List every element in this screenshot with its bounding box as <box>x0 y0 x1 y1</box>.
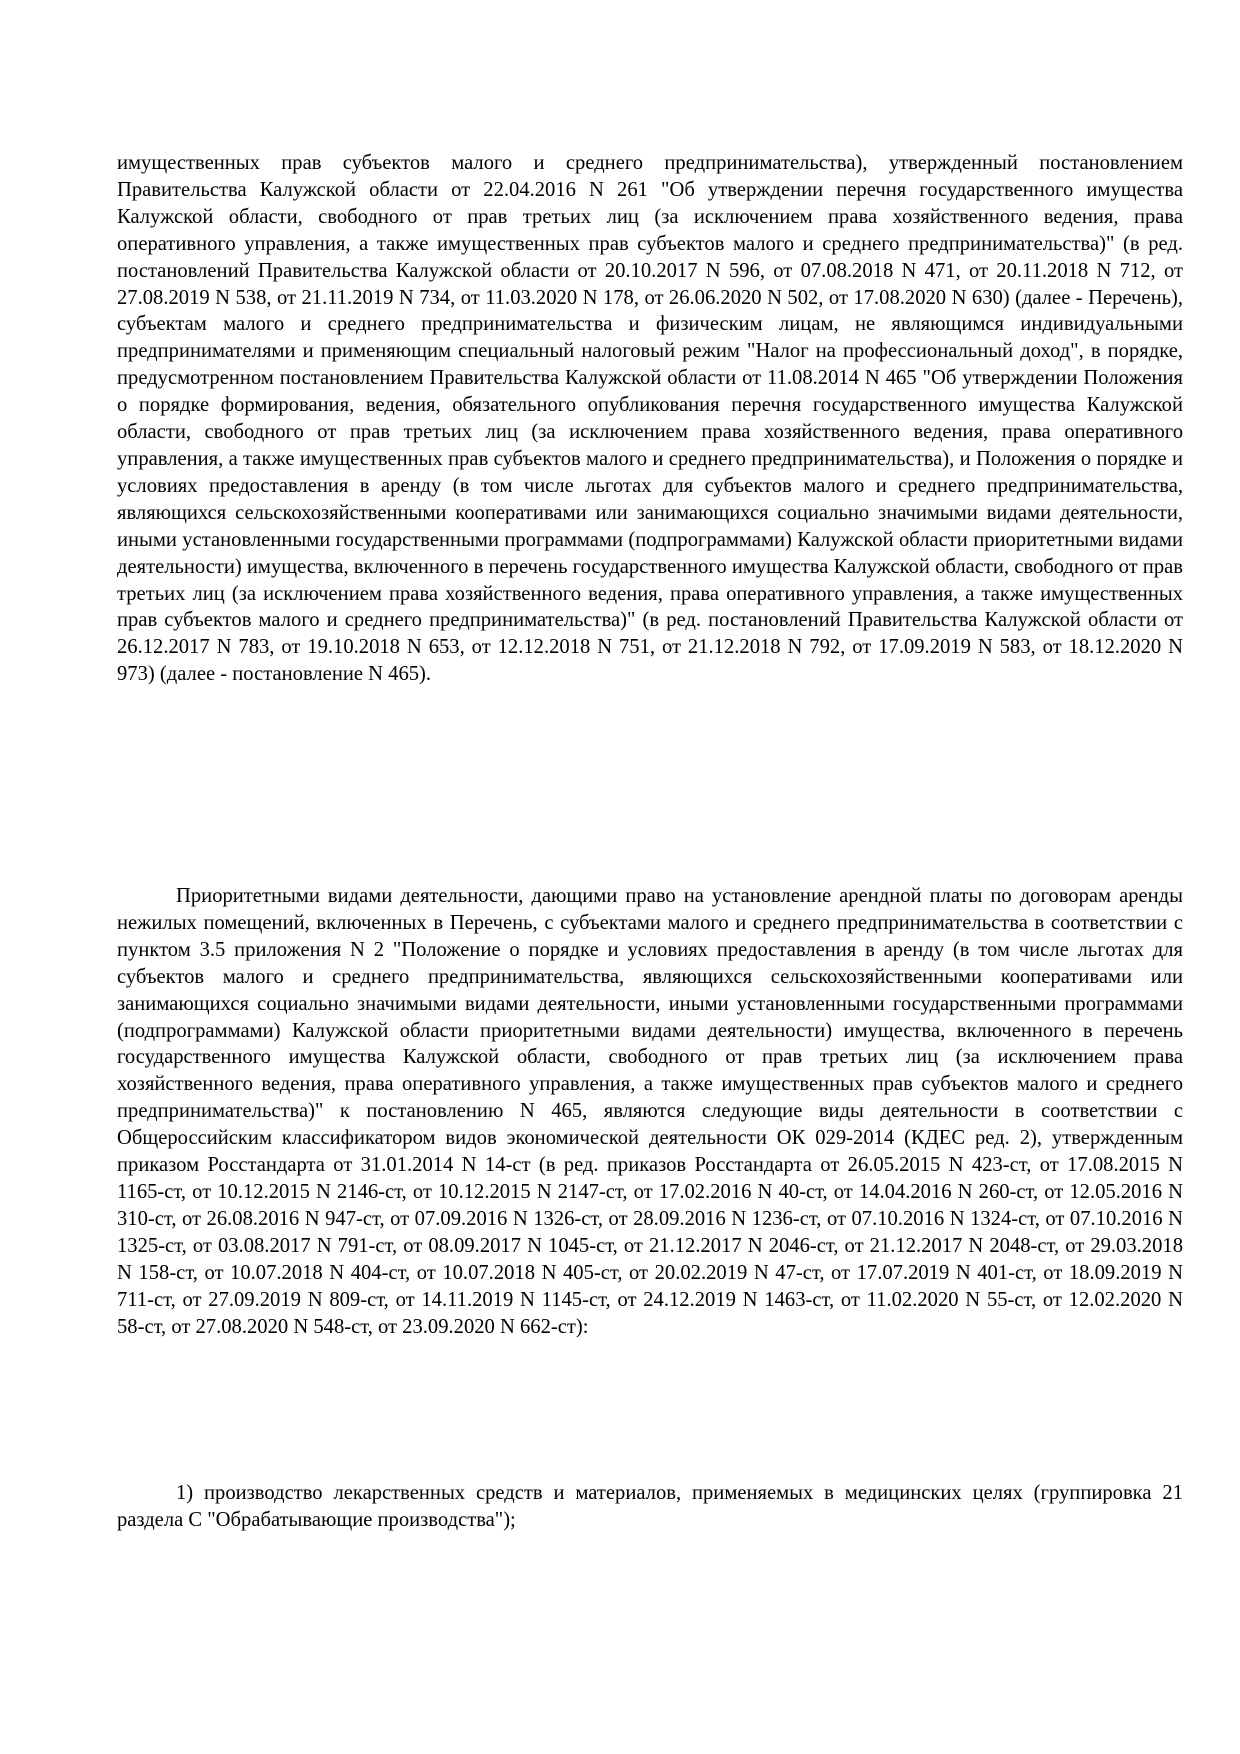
priority-activities-paragraph <box>117 883 1183 1340</box>
list-item-text: 1) производство лекарственных средств и материалов, применяемых в медицинских целях (группировка 21 раздела C "Обрабатывающие производства"); <box>117 1482 1183 1531</box>
continuation-paragraph <box>117 150 1183 688</box>
list-item-1 <box>117 1480 1183 1534</box>
paragraph-text: имущественных прав субъектов малого и среднего предпринимательства), утвержденный постановлением Правительства Калужской области от 22.04.2016 N 261 "Об утверждении перечня государственного имущества Калужской области, свободного от прав третьих лиц (за исключением права хозяйственного ведения, права оперативного управления, а также имущественных прав субъектов малого и среднего предпринимательства)" (в ред. постановлений Правительства Калужской области от 20.10.2017 N 596, от 07.08.2018 N 471, от 20.11.2018 N 712, от 27.08.2019 N 538, от 21.11.2019 N 734, от 11.03.2020 N 178, от 26.06.2020 N 502, от 17.08.2020 N 630) (далее - Перечень), субъектам малого и среднего предпринимательства и физическим лицам, не являющимся индивидуальными предпринимателями и применяющим специальный налоговый режим "Налог на профессиональный доход", в порядке, предусмотренном постановлением Правительства Калужской области от 11.08.2014 N 465 "Об утверждении Положения о порядке формирования, ведения, обязательного опубликования перечня государственного имущества Калужской области, свободного от прав третьих лиц (за исключением права хозяйственного ведения, права оперативного управления, а также имущественных прав субъектов малого и среднего предпринимательства), и Положения о порядке и условиях предоставления в аренду (в том числе льготах для субъектов малого и среднего предпринимательства, являющихся сельскохозяйственными кооперативами или занимающихся социально значимыми видами деятельности, иными установленными государственными программами (подпрограммами) Калужской области приоритетными видами деятельности) имущества, включенного в перечень государственного имущества Калужской области, свободного от прав третьих лиц (за исключением права хозяйственного ведения, права оперативного управления, а также имущественных прав субъектов малого и среднего предпринимательства)" (в ред. постановлений Правительства Калужской области от 26.12.2017 N 783, от 19.10.2018 N 653, от 12.12.2018 N 751, от 21.12.2018 N 792, от 17.09.2019 N 583, от 18.12.2020 N 973) (далее - постановление N 465). <box>117 152 1183 686</box>
paragraph-text: Приоритетными видами деятельности, дающими право на установление арендной платы по договорам аренды нежилых помещений, включенных в Перечень, с субъектами малого и среднего предпринимательства в соответствии с пунктом 3.5 приложения N 2 "Положение о порядке и условиях предоставления в аренду (в том числе льготах для субъектов малого и среднего предпринимательства, являющихся сельскохозяйственными кооперативами или занимающихся социально значимыми видами деятельности, иными установленными государственными программами (подпрограммами) Калужской области приоритетными видами деятельности) имущества, включенного в перечень государственного имущества Калужской области, свободного от прав третьих лиц (за исключением права хозяйственного ведения, права оперативного управления, а также имущественных прав субъектов малого и среднего предпринимательства)" к постановлению N 465, являются следующие виды деятельности в соответствии с Общероссийским классификатором видов экономической деятельности ОК 029-2014 (КДЕС ред. 2), утвержденным приказом Росстандарта от 31.01.2014 N 14-ст (в ред. приказов Росстандарта от 26.05.2015 N 423-ст, от 17.08.2015 N 1165-ст, от 10.12.2015 N 2146-ст, от 10.12.2015 N 2147-ст, от 17.02.2016 N 40-ст, от 14.04.2016 N 260-ст, от 12.05.2016 N 310-ст, от 26.08.2016 N 947-ст, от 07.09.2016 N 1326-ст, от 28.09.2016 N 1236-ст, от 07.10.2016 N 1324-ст, от 07.10.2016 N 1325-ст, от 03.08.2017 N 791-ст, от 08.09.2017 N 1045-ст, от 21.12.2017 N 2046-ст, от 21.12.2017 N 2048-ст, от 29.03.2018 N 158-ст, от 10.07.2018 N 404-ст, от 10.07.2018 N 405-ст, от 20.02.2019 N 47-ст, от 17.07.2019 N 401-ст, от 18.09.2019 N 711-ст, от 27.09.2019 N 809-ст, от 14.11.2019 N 1145-ст, от 24.12.2019 N 1463-ст, от 11.02.2020 N 55-ст, от 12.02.2020 N 58-ст, от 27.08.2020 N 548-ст, от 23.09.2020 N 662-ст): <box>117 885 1183 1338</box>
